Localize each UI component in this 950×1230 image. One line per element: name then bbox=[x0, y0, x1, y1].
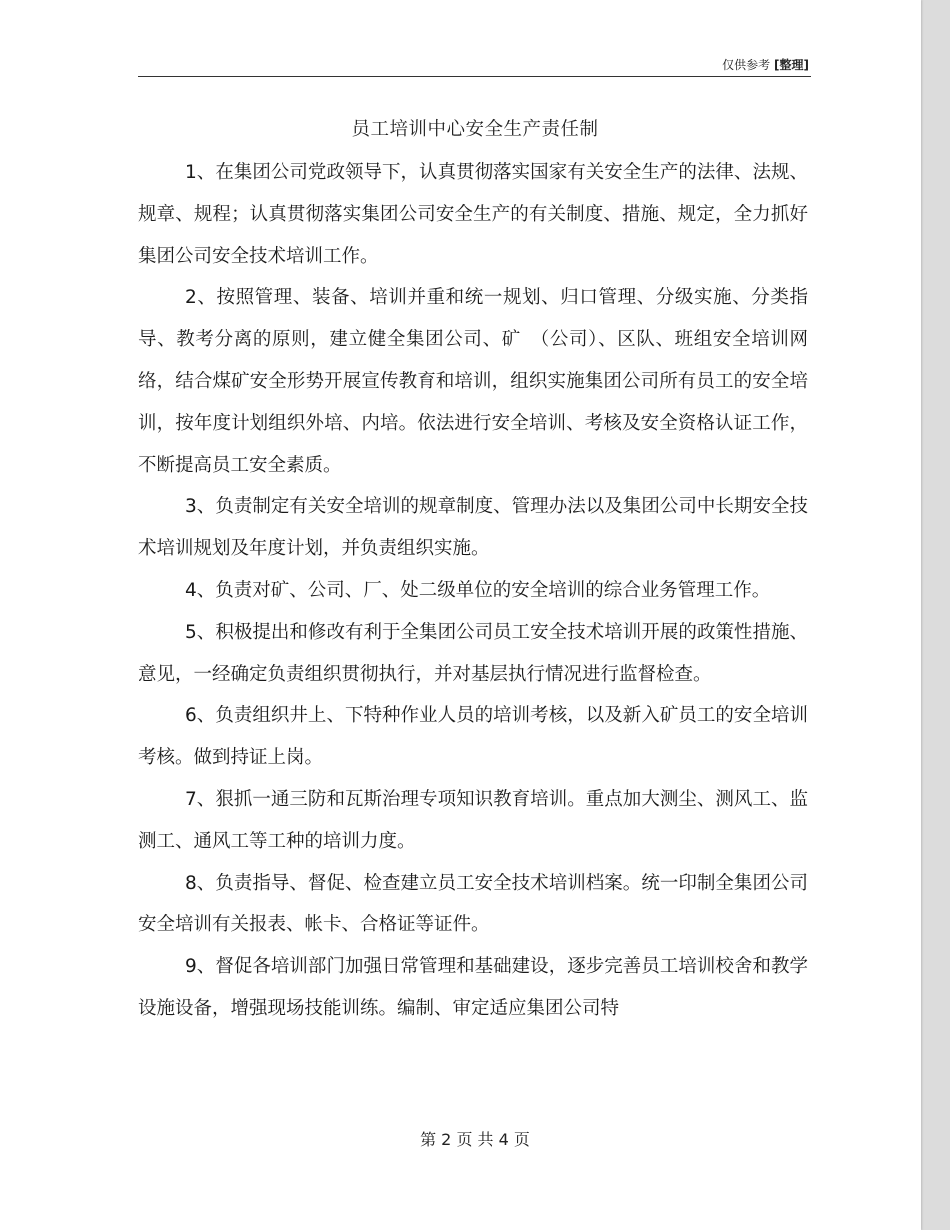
header-divider bbox=[138, 76, 811, 77]
header-note bbox=[722, 56, 809, 73]
paragraph-2: 2、按照管理、装备、培训并重和统一规划、归口管理、分级实施、分类指导、教考分离的原则，建立健全集团公司、矿 （公司）、区队、班组安全培训网络，结合煤矿安全形势开展宣传教育和培训，组织实施集团公司所有员工的安全培训，按年度计划组织外培、内培。依法进行安全培训、考核及安全资格认证工作，不断提高员工安全素质。 bbox=[138, 287, 808, 476]
paragraph-6: 6、负责组织井上、下特种作业人员的培训考核，以及新入矿员工的安全培训考核。做到持证上岗。 bbox=[138, 705, 808, 769]
header-note-text: 仅供参考 bbox=[722, 58, 771, 72]
document-body bbox=[138, 152, 808, 1030]
paragraph-9: 9、督促各培训部门加强日常管理和基础建设，逐步完善员工培训校舍和教学设施设备，增强现场技能训练。编制、审定适应集团公司特 bbox=[138, 956, 808, 1019]
paragraph-1: 1、在集团公司党政领导下，认真贯彻落实国家有关安全生产的法律、法规、规章、规程；认真贯彻落实集团公司安全生产的有关制度、措施、规定，全力抓好集团公司安全技术培训工作。 bbox=[138, 162, 808, 267]
paragraph-3: 3、负责制定有关安全培训的规章制度、管理办法以及集团公司中长期安全技术培训规划及年度计划，并负责组织实施。 bbox=[138, 496, 808, 560]
header-note-tag: [整理] bbox=[774, 58, 809, 72]
paragraph-8: 8、负责指导、督促、检查建立员工安全技术培训档案。统一印制全集团公司安全培训有关报表、帐卡、合格证等证件。 bbox=[138, 872, 808, 936]
paragraph-7: 7、狠抓一通三防和瓦斯治理专项知识教育培训。重点加大测尘、测风工、监测工、通风工等工种的培训力度。 bbox=[138, 788, 808, 852]
paragraph-5: 5、积极提出和修改有利于全集团公司员工安全技术培训开展的政策性措施、意见，一经确定负责组织贯彻执行，并对基层执行情况进行监督检查。 bbox=[138, 621, 808, 685]
page-number-footer: 第 2 页 共 4 页 bbox=[420, 1130, 530, 1149]
paragraph-4: 4、负责对矿、公司、厂、处二级单位的安全培训的综合业务管理工作。 bbox=[185, 579, 771, 601]
document-title: 员工培训中心安全生产责任制 bbox=[351, 119, 599, 140]
